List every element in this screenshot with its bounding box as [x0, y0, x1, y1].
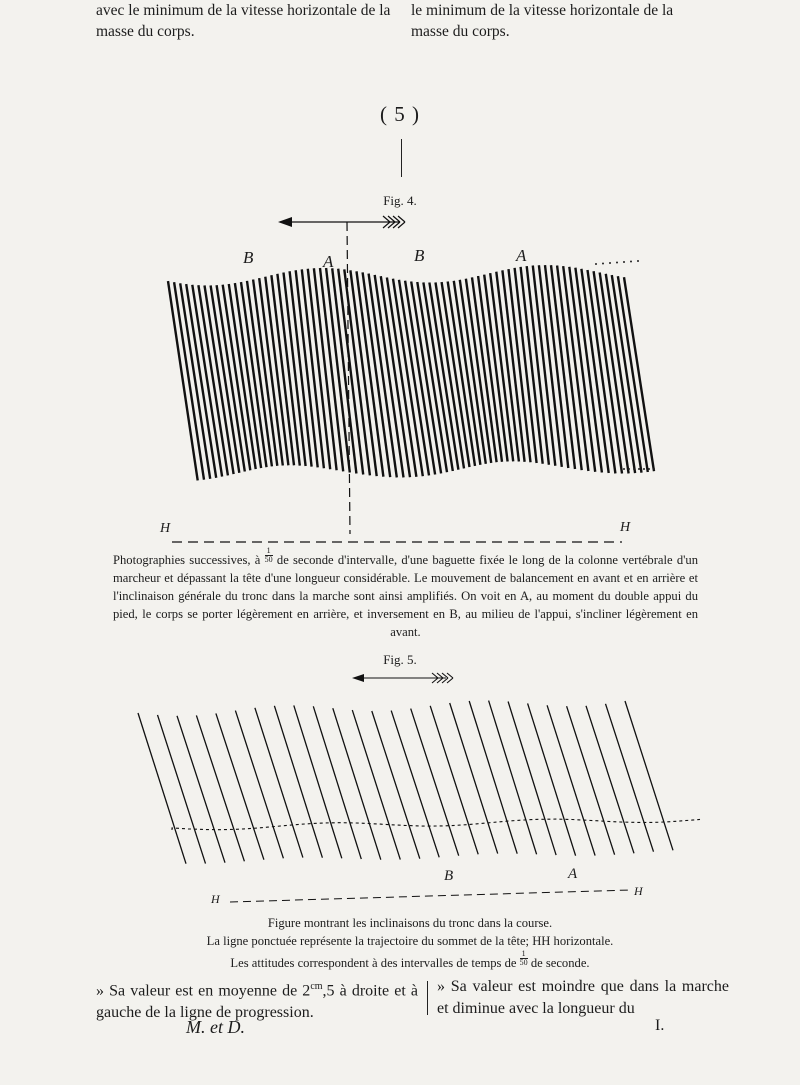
fig4-rod — [436, 282, 465, 468]
fig4-rod — [551, 265, 575, 469]
fig5-rod — [430, 706, 478, 855]
fig5-caption-fraction — [520, 950, 528, 967]
fig4-trail-dot — [623, 261, 625, 263]
fig5-rod — [489, 701, 537, 855]
fig4-arrow-head — [278, 217, 292, 227]
fig4-trail-dot — [628, 468, 630, 470]
column-divider — [401, 139, 402, 177]
fig4-rod — [618, 276, 648, 472]
fig4-trail-dot — [637, 260, 639, 262]
fig4-rod — [198, 285, 228, 475]
fig5-rod — [606, 704, 654, 852]
fig4-trail-dot — [609, 262, 611, 264]
fig4-rod — [405, 281, 435, 475]
fig5-rod — [333, 708, 381, 860]
fig4-frac-num: 1 — [266, 546, 271, 555]
fig5-label-a: A — [568, 866, 578, 882]
fig5-rod — [391, 711, 439, 858]
fig5-caption-line3-post: de seconde. — [530, 956, 590, 970]
fig4-label-h-left: H — [160, 521, 171, 536]
fig4-vertical-dashed-line — [347, 222, 350, 534]
fig4-rod — [442, 282, 470, 467]
fig4-caption-fraction — [265, 547, 273, 564]
fig5-rod — [372, 711, 420, 859]
fig4-rod — [417, 282, 447, 472]
fig4-trail-dot — [623, 468, 625, 470]
fig4-caption — [113, 547, 698, 641]
fig4-caption-post: de seconde d'intervalle, d'une baguette fixée le long de la colonne vertébrale d'un marcheur et dépassant la tête d'une longueur considérable. Le mouvement de balancement en avant et en arrière et l'inclinaison générale du tronc dans la marche sont ainsi amplifiés. On voit en A, au moment du double appui du pied, le corps se porter légèrement en arrière, et inversement en B, au milieu de l'appui, s'incliner légèrement en avant. — [113, 553, 699, 639]
bottom-left-sup: cm — [310, 981, 323, 992]
fig5-rod — [255, 708, 303, 858]
fig4-rod — [186, 284, 216, 478]
bottom-left-paragraph — [96, 976, 418, 1024]
fig5-label-h-right: H — [634, 884, 643, 898]
fig5-rod — [469, 701, 517, 854]
fig4-rod — [314, 268, 337, 470]
fig4-rod — [533, 266, 556, 466]
fig5-rod — [274, 706, 322, 858]
fig5-rod — [138, 713, 186, 864]
fig4-label-a1: A — [323, 252, 334, 271]
fig4-rod — [612, 275, 642, 473]
fig4-trail-dot — [595, 263, 597, 265]
fig5-rod — [313, 706, 361, 859]
fig4-label-b1: B — [243, 248, 254, 267]
fig4-rod — [429, 283, 458, 470]
fig4-trail-dot — [633, 468, 635, 470]
bottom-right-paragraph: » Sa valeur est moindre que dans la marche et diminue avec la longueur du — [437, 978, 729, 1017]
fig4-rod — [539, 265, 562, 467]
fig5-title: Fig. 5. — [383, 652, 417, 667]
fig4-rod — [192, 285, 222, 477]
fig4-rod — [271, 275, 294, 465]
fig5-frac-num: 1 — [521, 949, 526, 958]
fig5-rod — [158, 715, 206, 864]
fig4-rod — [277, 274, 299, 466]
fig4-rod — [387, 278, 417, 477]
fig4-title: Fig. 4. — [383, 193, 417, 208]
fig5-label-h-left: H — [211, 892, 220, 906]
fig4-rod — [217, 285, 245, 471]
top-left-paragraph: avec le minimum de la vitesse horizontale de la masse du corps. — [96, 2, 391, 40]
fig5-caption-line3-pre: Les attitudes correspondent à des intervalles de temps de — [230, 956, 517, 970]
fig4-rod — [545, 265, 568, 468]
bottom-left-pre: » Sa valeur est en moyenne de 2 — [96, 982, 311, 1000]
fig4-rod — [411, 282, 441, 474]
fig5-rod — [294, 705, 342, 858]
fig5-label-b: B — [444, 868, 454, 884]
fig4-rod — [521, 267, 543, 464]
fig5-rod — [567, 706, 615, 855]
fig5-rod — [196, 715, 244, 861]
fig5-horizontal-hh-line — [230, 890, 630, 902]
footer-signature: M. et D. — [186, 1017, 245, 1037]
fig4-frac-den: 50 — [264, 555, 273, 564]
fig4-rod — [205, 285, 234, 474]
fig4-rod — [423, 282, 452, 471]
top-right-paragraph: le minimum de la vitesse horizontale de la masse du corps. — [411, 2, 674, 40]
bottom-column-divider — [427, 981, 428, 1015]
footer-sheet-number: I. — [655, 1017, 665, 1034]
page-number: ( 5 ) — [380, 102, 420, 126]
fig4-trail-dot — [630, 261, 632, 263]
fig5-rod — [625, 701, 673, 850]
fig4-label-a2: A — [516, 246, 527, 265]
fig5-rod — [547, 705, 595, 855]
fig4-rod — [515, 268, 537, 463]
fig5-caption-line1: Figure montrant les inclinaisons du tronc dans la course. — [267, 916, 553, 930]
fig4-rod — [502, 270, 524, 462]
fig5-rod — [216, 713, 264, 859]
fig4-rod — [180, 283, 210, 479]
fig4-trail-dot — [602, 263, 604, 265]
fig4-rod — [320, 268, 343, 471]
fig4-trail-dot — [638, 468, 640, 470]
fig4-trail-dot — [643, 468, 645, 470]
fig4-rod — [509, 269, 531, 462]
fig5-caption — [140, 914, 680, 972]
fig5-arrow-head — [352, 674, 364, 682]
fig4-trail-dot — [653, 468, 655, 470]
fig5-caption-line2: La ligne ponctuée représente la trajectoire du sommet de la tête; HH horizontale. — [206, 934, 614, 948]
fig5-rod — [508, 702, 556, 856]
fig5-rod — [352, 710, 400, 860]
fig5-rod — [177, 716, 225, 863]
fig4-caption-pre: Photographies successives, à — [113, 553, 261, 567]
fig4-rod — [393, 279, 423, 477]
fig5-drawing — [0, 668, 800, 918]
fig4-rod — [302, 269, 324, 468]
fig4-rod — [168, 281, 198, 480]
fig5-rod — [411, 709, 459, 856]
fig5-rod — [450, 703, 498, 854]
fig4-rod — [624, 277, 654, 471]
fig4-trail-dot — [648, 468, 650, 470]
fig5-caption-line3 — [140, 950, 680, 972]
fig4-rod — [174, 282, 204, 480]
fig4-rod — [326, 268, 350, 473]
fig4-rod — [284, 273, 306, 467]
fig4-trail-dot — [616, 262, 618, 264]
fig5-rod — [528, 703, 576, 855]
fig4-drawing — [0, 208, 800, 548]
fig4-rod — [399, 280, 429, 476]
fig5-rod — [235, 711, 283, 859]
fig4-rod — [290, 271, 312, 466]
fig5-rod — [586, 706, 634, 854]
fig4-rod — [308, 269, 330, 470]
fig4-label-b2: B — [414, 246, 425, 265]
fig4-rod — [527, 266, 549, 465]
fig4-rod — [211, 285, 240, 472]
fig4-rod — [296, 270, 318, 467]
fig5-frac-den: 50 — [519, 958, 528, 967]
bottom-left-post: ,5 à droite et à gauche de la ligne de progression. — [96, 982, 418, 1022]
fig4-label-h-right: H — [620, 520, 631, 535]
fig4-rod — [332, 268, 356, 473]
fig4-rod — [496, 272, 519, 462]
